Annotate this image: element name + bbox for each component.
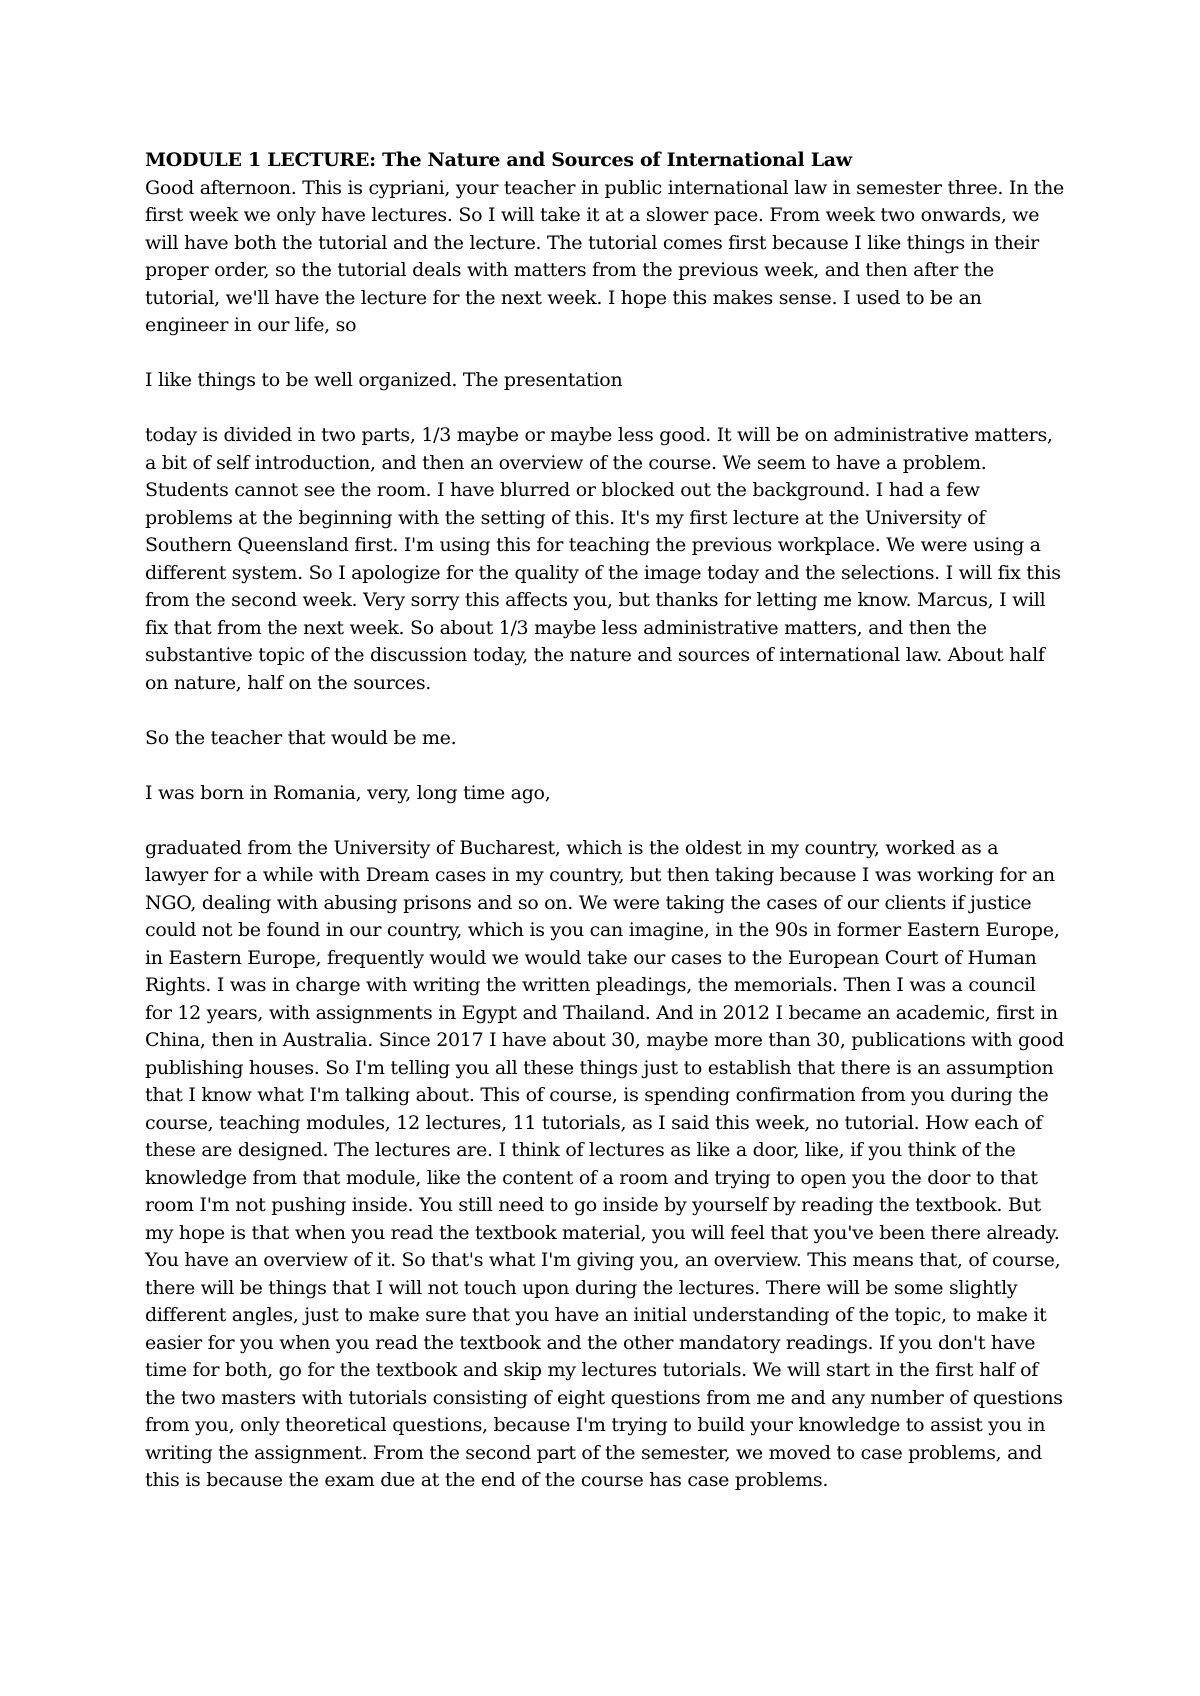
paragraph-administrative: today is divided in two parts, 1/3 maybe or maybe less good. It will be on administrative matters, a bit of self introduction, and then an overview of the course. We seem to have a problem. Students cannot see the room. I have blurred or blocked out the background. I had a few problems at the beginning with the setting of this. It's my first lecture at the University of Southern Queensland first. I'm using this for teaching the previous workplace. We were using a different system. So I apologize for the quality of the image today and the selections. I will fix this from the second week. Very sorry this affects you, but thanks for letting me know. Marcus, I will fix that from the next week. So about 1/3 maybe less administrative matters, and then the substantive topic of the discussion today, the nature and sources of international law. About half on nature, half on the sources. bbox=[145, 424, 1061, 694]
paragraph-organized: I like things to be well organized. The presentation bbox=[145, 369, 623, 391]
document-body bbox=[145, 147, 1065, 1522]
document-title: MODULE 1 LECTURE: The Nature and Sources of International Law bbox=[145, 149, 852, 171]
paragraph-career: graduated from the University of Bucharest, which is the oldest in my country, worked as a lawyer for a while with Dream cases in my country, but then taking because I was working for an NGO, dealing with abusing prisons and so on. We were taking the cases of our clients if justice could not be found in our country, which is you can imagine, in the 90s in former Eastern Europe, in Eastern Europe, frequently would we would take our cases to the European Court of Human Rights. I was in charge with writing the written pleadings, the memorials. Then I was a council for 12 years, with assignments in Egypt and Thailand. And in 2012 I became an academic, first in China, then in Australia. Since 2017 I have about 30, maybe more than 30, publications with good publishing houses. So I'm telling you all these things just to establish that there is an assumption that I know what I'm talking about. This of course, is spending confirmation from you during the course, teaching modules, 12 lectures, 11 tutorials, as I said this week, no tutorial. How each of these are designed. The lectures are. I think of lectures as like a door, like, if you think of the knowledge from that module, like the content of a room and trying to open you the door to that room I'm not pushing inside. You still need to go inside by yourself by reading the textbook. But my hope is that when you read the textbook material, you will feel that you've been there already. You have an overview of it. So that's what I'm giving you, an overview. This means that, of course, there will be things that I will not touch upon during the lectures. There will be some slightly different angles, just to make sure that you have an initial understanding of the topic, to make it easier for you when you read the textbook and the other mandatory readings. If you don't have time for both, go for the textbook and skip my lectures tutorials. We will start in the first half of the two masters with tutorials consisting of eight questions from me and any number of questions from you, only theoretical questions, because I'm trying to build your knowledge to assist you in writing the assignment. From the second part of the semester, we moved to case problems, and this is because the exam due at the end of the course has case problems. bbox=[145, 836, 1065, 1491]
paragraph-teacher: So the teacher that would be me. bbox=[145, 726, 457, 749]
paragraph-born: I was born in Romania, very, long time ago, bbox=[145, 781, 551, 804]
paragraph-intro: Good afternoon. This is cypriani, your teacher in public international law in semester three. In the first week we only have lectures. So I will take it at a slower pace. From week two onwards, we will have both the tutorial and the lecture. The tutorial comes first because I like things in their proper order, so the tutorial deals with matters from the previous week, and then after the tutorial, we'll have the lecture for the next week. I hope this makes sense. I used to be an engineer in our life, so bbox=[145, 176, 1064, 336]
